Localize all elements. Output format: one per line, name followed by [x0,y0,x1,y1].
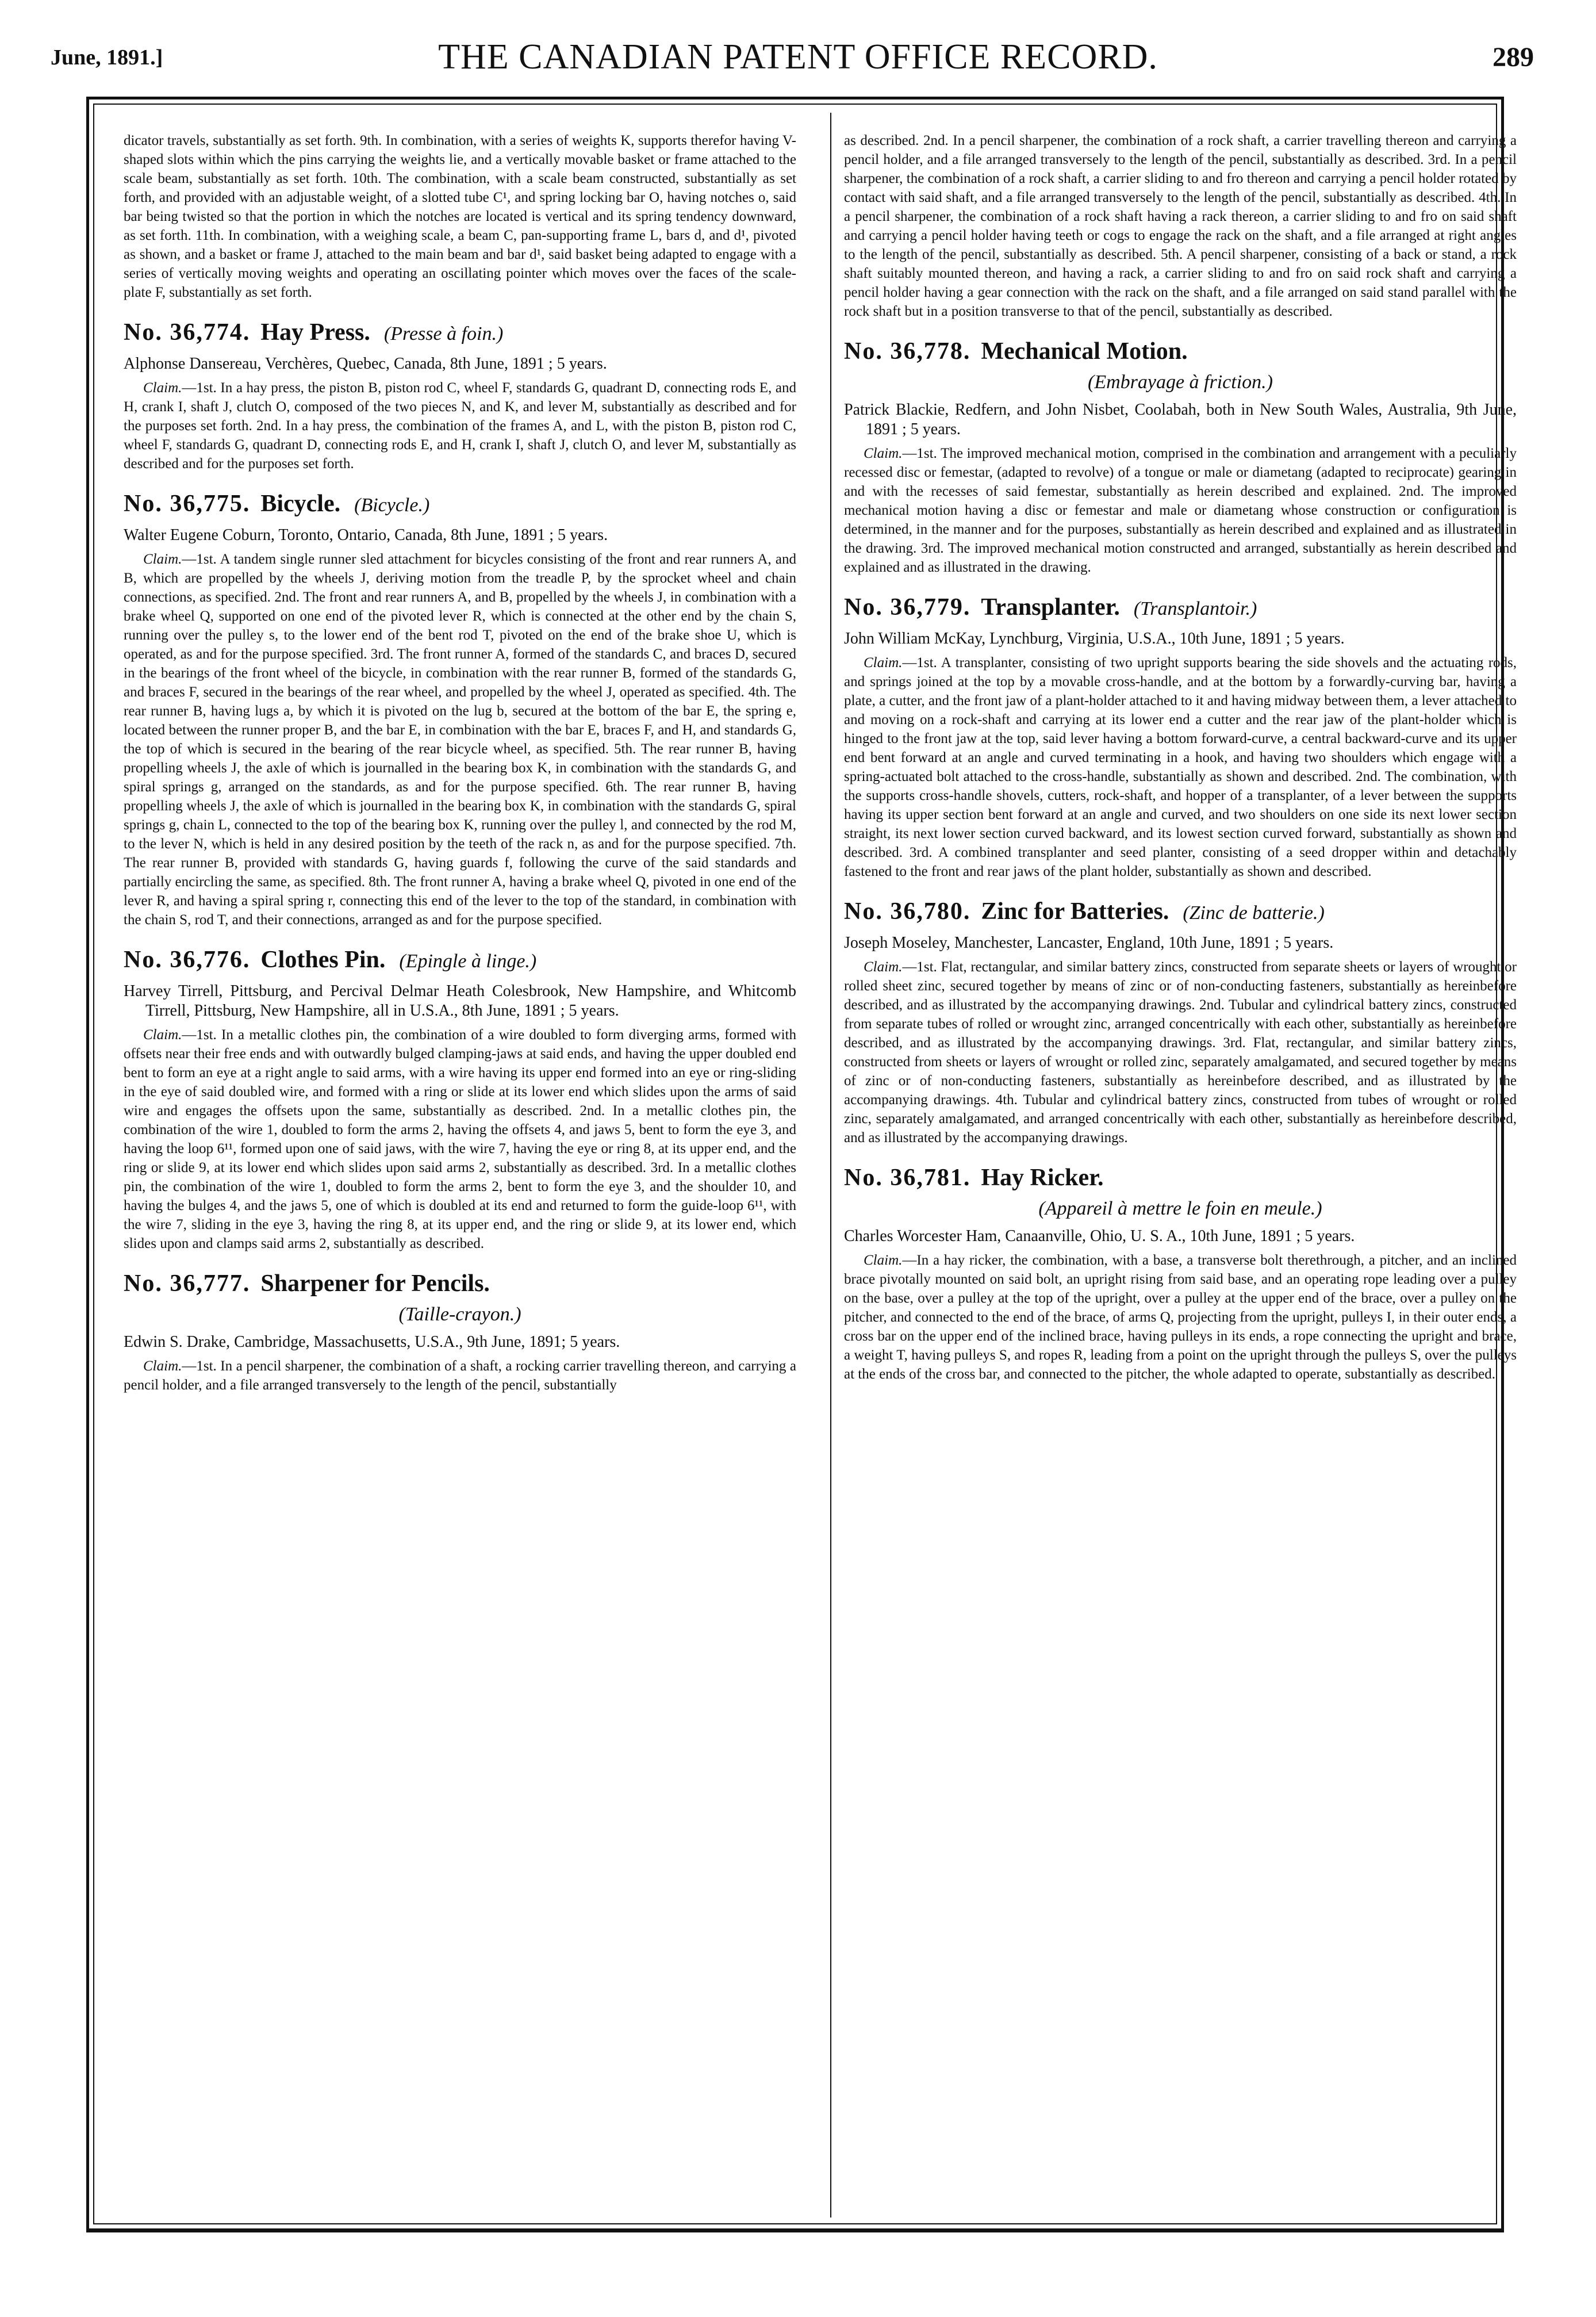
entry-heading [844,897,1517,928]
french-title: (Presse à foin.) [383,323,504,344]
entry-heading [844,1163,1517,1192]
entry-heading [844,337,1517,366]
patent-number: No. 36,781. [844,1165,971,1191]
claim-label: Claim. [864,959,903,975]
patentee-line: Joseph Moseley, Manchester, Lancaster, England, 10th June, 1891 ; 5 years. [844,934,1334,952]
french-title: (Taille-crayon.) [398,1304,521,1325]
running-head [0,0,1596,86]
patentee-line: Walter Eugene Coburn, Toronto, Ontario, Canada, 8th June, 1891 ; 5 years. [124,526,608,544]
entry-heading [124,1269,796,1298]
claim-label: Claim. [143,1027,182,1043]
invention-title: Hay Ricker. [981,1165,1104,1191]
invention-title: Transplanter. [981,594,1120,621]
claim-body: —1st. A tandem single runner sled attachment for bicycles consisting of the front and rear runners A, and B, which are propelled by the wheels J, deriving motion from the treadle P, by the sprocket wheel and chain connections, as specified. 2nd. The front and rear runners A, and B, propelled by the wheels J, in combination with a brake wheel Q, supported on one end of the pivoted lever R, which is connected at the other end by the chain S, running over the pulley s, to the lower end of the bent rod T, pivoted on the end of the brake shoe U, which is operated, as and for the purpose specified. 3rd. The front runner A, formed of the standards C, and braces D, secured in the bearings of the front wheel of the bicycle, in combination with the rear runner B, formed of the standards G, and braces F, secured in the bearings of the rear wheel, and propelled by the wheel J, operated as specified. 4th. The rear runner B, having lugs a, by which it is pivoted on the lug b, secured at the bottom of the bar E, the spring e, located between the runner proper B, and the bar E, in combination with the bar E, braces F, and H, and standards G, the top of which is secured in the bearing of the rear bicycle wheel, as specified. 5th. The rear runner B, having propelling wheels J, the axle of which is journalled in the bearing box K, in combination with the standards G, and spiral springs g, arranged on the standards, as and for the purpose specified. 6th. The rear runner B, having propelling wheels J, the axle of which is journalled in the bearing box K, in combination with the standards G, spiral springs g, chain L, connected to the top of the bearing box K, running over the pulley l, and connected by the rod M, to the lever N, which is held in any desired position by the teeth of the rack n, as and for the purpose specified. 7th. The rear runner B, provided with standards G, having guards f, following the curve of the said standards and partially encircling the same, as specified. 8th. The front runner A, having a brake wheel Q, pivoted in one end of the lever R, and having a spiral spring r, connecting this end of the lever to the top of the standard, in combination with the chain S, rod T, and their connections, arranged as and for the purpose specified. [124,552,796,928]
invention-title: Zinc for Batteries. [981,898,1169,925]
claim-text [844,958,1517,1147]
patentee-line: Alphonse Dansereau, Verchères, Quebec, Canada, 8th June, 1891 ; 5 years. [124,355,607,373]
issue-date: June, 1891.] [51,45,163,70]
patent-number: No. 36,778. [844,338,971,365]
claim-label: Claim. [864,655,903,671]
french-title: (Bicycle.) [354,495,430,516]
patent-entry [124,489,796,929]
patent-entry [844,1163,1517,1384]
patent-entry [124,1269,796,1395]
invention-title: Hay Press. [260,319,370,346]
claim-label: Claim. [143,380,182,396]
invention-title: Bicycle. [260,491,341,517]
french-title: (Zinc de batterie.) [1183,902,1325,924]
claim-label: Claim. [864,1253,903,1268]
claim-text [124,550,796,929]
patent-entry [844,897,1517,1147]
patent-entry [124,318,796,473]
entry-heading [844,593,1517,623]
claim-body: —1st. A transplanter, consisting of two upright supports bearing the side shovels and the actuating rods, and springs joined at the top by a movable cross-handle, and at the bottom by a forwardly-curving bar, having a plate, a cutter, and the front jaw of a plant-holder attached to it and having midway between them, a lever attached to and moving on a rock-shaft and carrying at its lower end a cutter and the rear jaw of the plant-holder which is hinged to the front jaw at the top, said lever having a bottom forward-curve, a central backward-curve and its upper end bent forward at an angle and curved terminating in a hook, and having two shoulders which engage with a spring-actuated bolt attached to the cross-handle, substantially as shown and described. 2nd. The combination, with the supports cross-handle shovels, cutters, rock-shaft, and hopper of a transplanter, of a lever between the supports having its upper section bent forward at an angle and curved, and two shoulders on one side its next lower section straight, its next lower section curved backward, and its lowest section curved forward, substantially as shown and described. 3rd. A combined transplanter and seed planter, consisting of a seed dropper within and detachably fastened to the front and rear jaws of the plant holder, substantially as shown and described. [844,655,1517,879]
invention-title: Sharpener for Pencils. [260,1270,490,1297]
patentee-line: Harvey Tirrell, Pittsburg, and Percival Delmar Heath Colesbrook, New Hampshire, and Whitcomb Tirrell, Pittsburg, New Hampshire, all in U.S.A., 8th June, 1891 ; 5 years. [124,982,796,1020]
patent-entry [844,337,1517,577]
claim-body: —In a hay ricker, the combination, with a base, a transverse bolt therethrough, a pitcher, and an inclined brace pivotally mounted on said bolt, an upright rising from said base, and an operating rope leading over a pulley on the base, over a pulley at the top of the upright, over a pulley at the upper end of the brace, over a pulley on the pitcher, and connected to the end of the brace, of arms Q, projecting from the upright, pulleys I, in their outer ends, a cross bar on the upper end of the inclined brace, having pulleys in its ends, a rope connecting the upright and brace, a weight T, having pulleys S, and ropes R, leading from a point on the upright through the pulleys S, over the pulleys at the ends of the cross bar, and connected to the pitcher, the whole adapted to operate, substantially as described. [844,1253,1517,1382]
claim-text [844,653,1517,881]
left-column [124,131,796,2213]
claim-label: Claim. [143,552,182,567]
french-title: (Embrayage à friction.) [1088,372,1273,393]
bottom-rule [86,2231,1504,2238]
patent-number: No. 36,780. [844,898,971,925]
right-column [844,131,1517,2213]
claim-text [124,1025,796,1253]
entry-heading [124,489,796,520]
patentee-line: Patrick Blackie, Redfern, and John Nisbet, Coolabah, both in New South Wales, Australia, 9th June, 1891 ; 5 years. [844,401,1517,438]
claim-text [124,378,796,473]
continued-claim-text: as described. 2nd. In a pencil sharpener, the combination of a rock shaft, a carrier travelling thereon and carrying a pencil holder, and a file arranged transversely to the length of the pencil, substantially as described. 3rd. In a pencil sharpener, the combination of a rock shaft, a carrier sliding to and fro thereon and carrying a pencil holder rotated by contact with said shaft, and a file arranged transversely to the length of the pencil, substantially as described. 4th. In a pencil sharpener, the combination of a rock shaft having a rack thereon, a carrier sliding to and fro on said shaft and carrying a pencil holder having teeth or cogs to engage the rack on the shaft, and a file arranged at right angles to the length of the pencil, substantially as described. 5th. A pencil sharpener, consisting of a back or stand, a rock shaft suitably mounted thereon, and having a rack, a carrier sliding to and fro on said rock shaft and carrying a pencil holder having a gear connection with the rack on the shaft, and a file arranged on said stand parallel with the rock shaft but in a position transverse to that of the pencil, substantially as described. [844,133,1517,319]
claim-body: —1st. In a pencil sharpener, the combination of a shaft, a rocking carrier travelling thereon, and carrying a pencil holder, and a file arranged transversely to the length of the pencil, substantially [124,1358,796,1393]
claim-label: Claim. [143,1358,182,1374]
french-title: (Appareil à mettre le foin en meule.) [1038,1198,1322,1219]
patent-number: No. 36,777. [124,1270,251,1297]
patent-number: No. 36,779. [844,594,971,621]
publication-title: THE CANADIAN PATENT OFFICE RECORD. [438,37,1158,76]
invention-title: Clothes Pin. [260,947,386,973]
continued-claim-text: dicator travels, substantially as set forth. 9th. In combination, with a series of weights K, supports therefor having V-shaped slots within which the pins carrying the weights lie, and a vertically movable basket or frame attached to the scale beam, substantially as set forth. 10th. The combination, with a scale beam constructed, substantially as set forth, and provided with an adjustable weight, of a slotted tube C¹, and spring locking bar O, having notches o, said bar being twisted so that the portion in which the notches are located is vertical and its spring tendency downward, as set forth. 11th. In combination, with a weighing scale, a beam C, pan-supporting frame L, bars d, and d¹, pivoted as shown, and a basket or frame J, attached to the main beam and bar d¹, said basket being adapted to engage with a series of vertically moving weights and operating an oscillating pointer which moves over the faces of the scale-plate F, substantially as set forth. [124,133,796,300]
column-divider [830,113,831,2218]
claim-text [844,444,1517,577]
page-number: 289 [1493,42,1534,72]
patent-entry [124,945,796,1253]
claim-body: —1st. In a hay press, the piston B, piston rod C, wheel F, standards G, quadrant D, connecting rods E, and H, crank I, shaft J, clutch O, composed of the two pieces N, and K, and lever M, substantially as described and for the purposes set forth. 2nd. In a hay press, the combination of the frames A, and L, with the piston B, piston rod C, wheel F, standards G, quadrant D, connecting rods E, and H, crank I, shaft J, clutch O, and lever M, substantially as described and for the purposes set forth. [124,380,796,472]
entry-heading [124,945,796,976]
patent-entry [844,593,1517,881]
invention-title: Mechanical Motion. [981,338,1188,365]
french-title: (Transplantoir.) [1133,598,1257,619]
entry-heading [124,318,796,348]
claim-text [844,1251,1517,1384]
claim-body: —1st. The improved mechanical motion, comprised in the combination and arrangement with a peculiarly recessed disc or femestar, (adapted to revolve) of a tongue or male or diametang (adapted to reciprocate) gearing in and with the recesses of said femestar, substantially as herein described and explained. 2nd. The improved mechanical motion having a disc or femestar and male or diametang whose construction or configuration is determined, in the manner and for the purposes, substantially as herein described and explained and as illustrated in the drawing. 3rd. The improved mechanical motion constructed and arranged, substantially as herein described and explained and as illustrated in the drawing. [844,446,1517,575]
claim-label: Claim. [864,446,903,461]
patent-number: No. 36,775. [124,491,251,517]
claim-text [124,1357,796,1395]
french-title: (Epingle à linge.) [399,951,537,972]
patentee-line: John William McKay, Lynchburg, Virginia, U.S.A., 10th June, 1891 ; 5 years. [844,630,1345,648]
patent-number: No. 36,774. [124,319,251,346]
claim-body: —1st. Flat, rectangular, and similar battery zincs, constructed from separate sheets or layers of wrought or rolled sheet zinc, secured together by means of zinc or of non-conducting fasteners, substantially as hereinbefore described, and as illustrated by the accompanying drawings. 2nd. Tubular and cylindrical battery zincs, constructed from separate tubes of rolled or wrought zinc, arranged concentrically with each other, substantially as hereinbefore described, and as illustrated by the accompanying drawings. 3rd. Flat, rectangular, and similar battery zincs, constructed from sheets or layers of wrought or rolled zinc, separately amalgamated, and secured together by means of zinc or of non-conducting fasteners, substantially as hereinbefore described, and as illustrated by the accompanying drawings. 4th. Tubular and cylindrical battery zincs, constructed from tubes of wrought or rolled zinc, separately amalgamated, and arranged concentrically with each other, substantially as hereinbefore described, and as illustrated by the accompanying drawings. [844,959,1517,1146]
claim-body: —1st. In a metallic clothes pin, the combination of a wire doubled to form diverging arms, formed with offsets near their free ends and with outwardly bulged clamping-jaws at said ends, and having the upper doubled end bent to form an eye at a right angle to said arms, with a wire having its upper end formed into an eye or ring-sliding in the eye of said doubled wire, and formed with a ring or slide at its lower end which slides upon the arms of said wire and engages the offsets upon the same, substantially as described. 2nd. In a metallic clothes pin, the combination of the wire 1, doubled to form the arms 2, having the offsets 4, and jaws 5, bent to form the eye 3, and having the loop 6¹¹, formed upon one of said jaws, with the wire 7, having the eye or ring 8, at its upper end, and the ring or slide 9, at its lower end which slides upon said arms 2, substantially as described. 3rd. In a metallic clothes pin, the combination of the wire 1, doubled to form the arms 2, bent to form the eye 3, and the shoulder 10, and having the bulges 4, and the jaws 5, one of which is doubled at its end and returned to form the guide-loop 6¹¹, with the wire 7, sliding in the eye 3, having the ring 8, at its upper end, and the ring or slide 9, at its lower end, which slides upon and clamps said arms 2, substantially as described. [124,1027,796,1251]
patentee-line: Edwin S. Drake, Cambridge, Massachusetts, U.S.A., 9th June, 1891; 5 years. [124,1333,620,1351]
patent-number: No. 36,776. [124,947,251,973]
patentee-line: Charles Worcester Ham, Canaanville, Ohio, U. S. A., 10th June, 1891 ; 5 years. [844,1227,1355,1245]
